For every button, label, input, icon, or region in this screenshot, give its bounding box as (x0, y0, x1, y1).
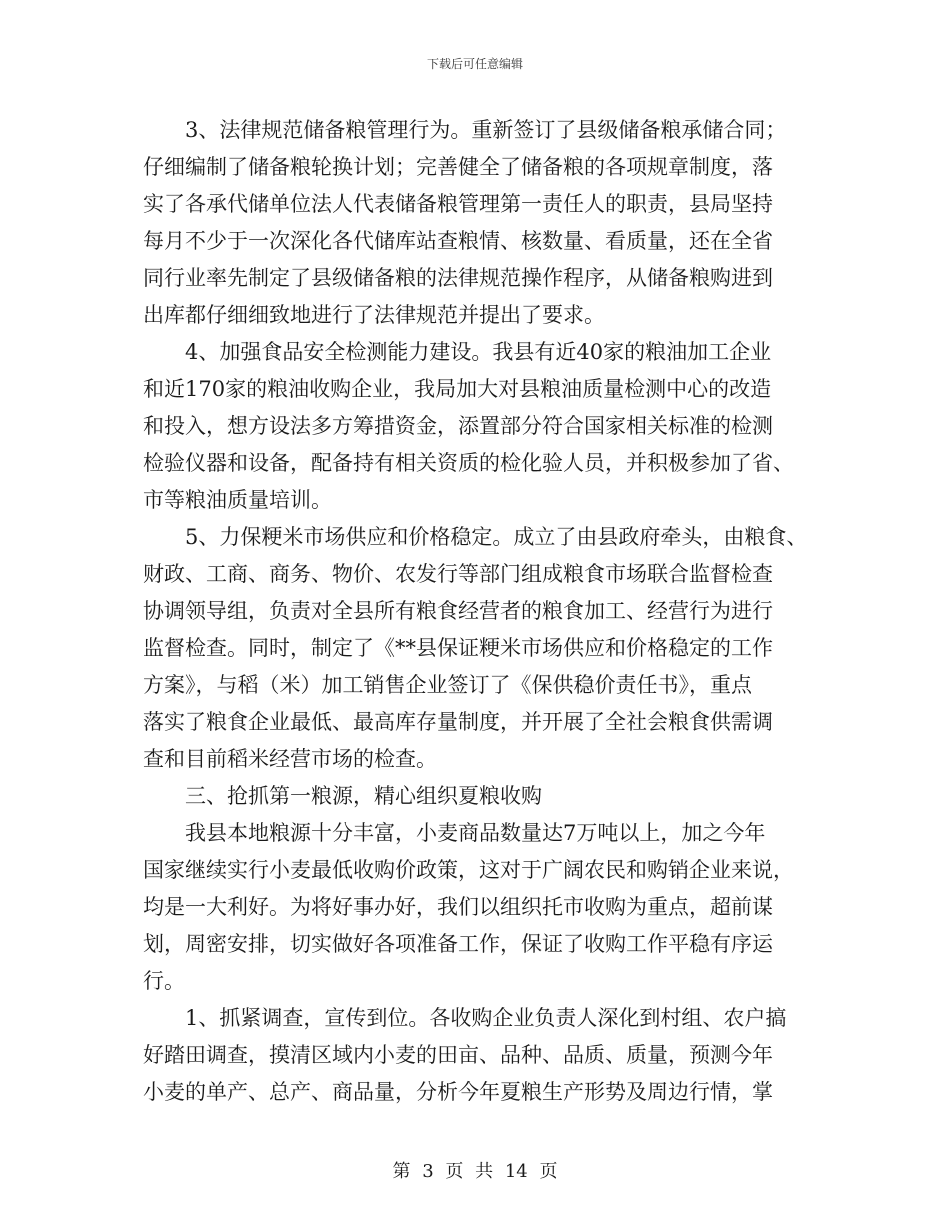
paragraph-line: 1、抓紧调查，宣传到位。各收购企业负责人深化到村组、农户搞 (185, 1006, 787, 1030)
paragraph-line: 查和目前稻米经营市场的检查。 (143, 747, 437, 771)
paragraph-line: 划，周密安排，切实做好各项准备工作，保证了收购工作平稳有序运 (143, 932, 773, 956)
paragraph-line: 国家继续实行小麦最低收购价政策，这对于广阔农民和购销企业来说， (143, 858, 794, 882)
paragraph-line: 和近170家的粮油收购企业，我局加大对县粮油质量检测中心的改造 (143, 377, 772, 401)
paragraph-line: 小麦的单产、总产、商品量，分析今年夏粮生产形势及周边行情，掌 (143, 1080, 773, 1104)
paragraph-line: 监督检查。同时，制定了《**县保证粳米市场供应和价格稳定的工作 (143, 636, 773, 660)
section-heading: 三、抢抓第一粮源，精心组织夏粮收购 (185, 784, 542, 808)
paragraph-line: 3、法律规范储备粮管理行为。重新签订了县级储备粮承储合同； (185, 118, 787, 142)
paragraph-line: 5、力保粳米市场供应和价格稳定。成立了由县政府牵头，由粮食、 (185, 525, 808, 549)
paragraph-line: 好踏田调查，摸清区域内小麦的田亩、品种、品质、质量，预测今年 (143, 1043, 773, 1067)
paragraph-line: 仔细编制了储备粮轮换计划；完善健全了储备粮的各项规章制度，落 (143, 155, 773, 179)
paragraph-line: 协调领导组，负责对全县所有粮食经营者的粮食加工、经营行为进行 (143, 599, 773, 623)
paragraph-line: 方案》，与稻（米）加工销售企业签订了《保供稳价责任书》，重点 (143, 673, 752, 697)
paragraph-line: 检验仪器和设备，配备持有相关资质的检化验人员，并积极参加了省、 (143, 451, 794, 475)
paragraph-line: 和投入，想方设法多方筹措资金，添置部分符合国家相关标准的检测 (143, 414, 773, 438)
document-body (143, 112, 823, 1111)
paragraph-line: 4、加强食品安全检测能力建设。我县有近40家的粮油加工企业 (185, 340, 772, 364)
page-header: 下载后可任意编辑 (426, 57, 523, 71)
paragraph-line: 实了各承代储单位法人代表储备粮管理第一责任人的职责，县局坚持 (143, 192, 773, 216)
paragraph-line: 市等粮油质量培训。 (143, 488, 332, 512)
paragraph-line: 同行业率先制定了县级储备粮的法律规范操作程序，从储备粮购进到 (143, 266, 773, 290)
paragraph-line: 每月不少于一次深化各代储库站查粮情、核数量、看质量，还在全省 (143, 229, 773, 253)
paragraph-line: 落实了粮食企业最低、最高库存量制度，并开展了全社会粮食供需调 (143, 710, 773, 734)
paragraph-line: 出库都仔细细致地进行了法律规范并提出了要求。 (143, 303, 605, 327)
paragraph-line: 均是一大利好。为将好事办好，我们以组织托市收购为重点，超前谋 (143, 895, 773, 919)
paragraph-line: 行。 (143, 969, 185, 993)
paragraph-line: 财政、工商、商务、物价、农发行等部门组成粮食市场联合监督检查 (143, 562, 773, 586)
page-footer: 第 3 页 共 14 页 (392, 1161, 558, 1182)
paragraph-line: 我县本地粮源十分丰富，小麦商品数量达7万吨以上，加之今年 (185, 821, 766, 845)
